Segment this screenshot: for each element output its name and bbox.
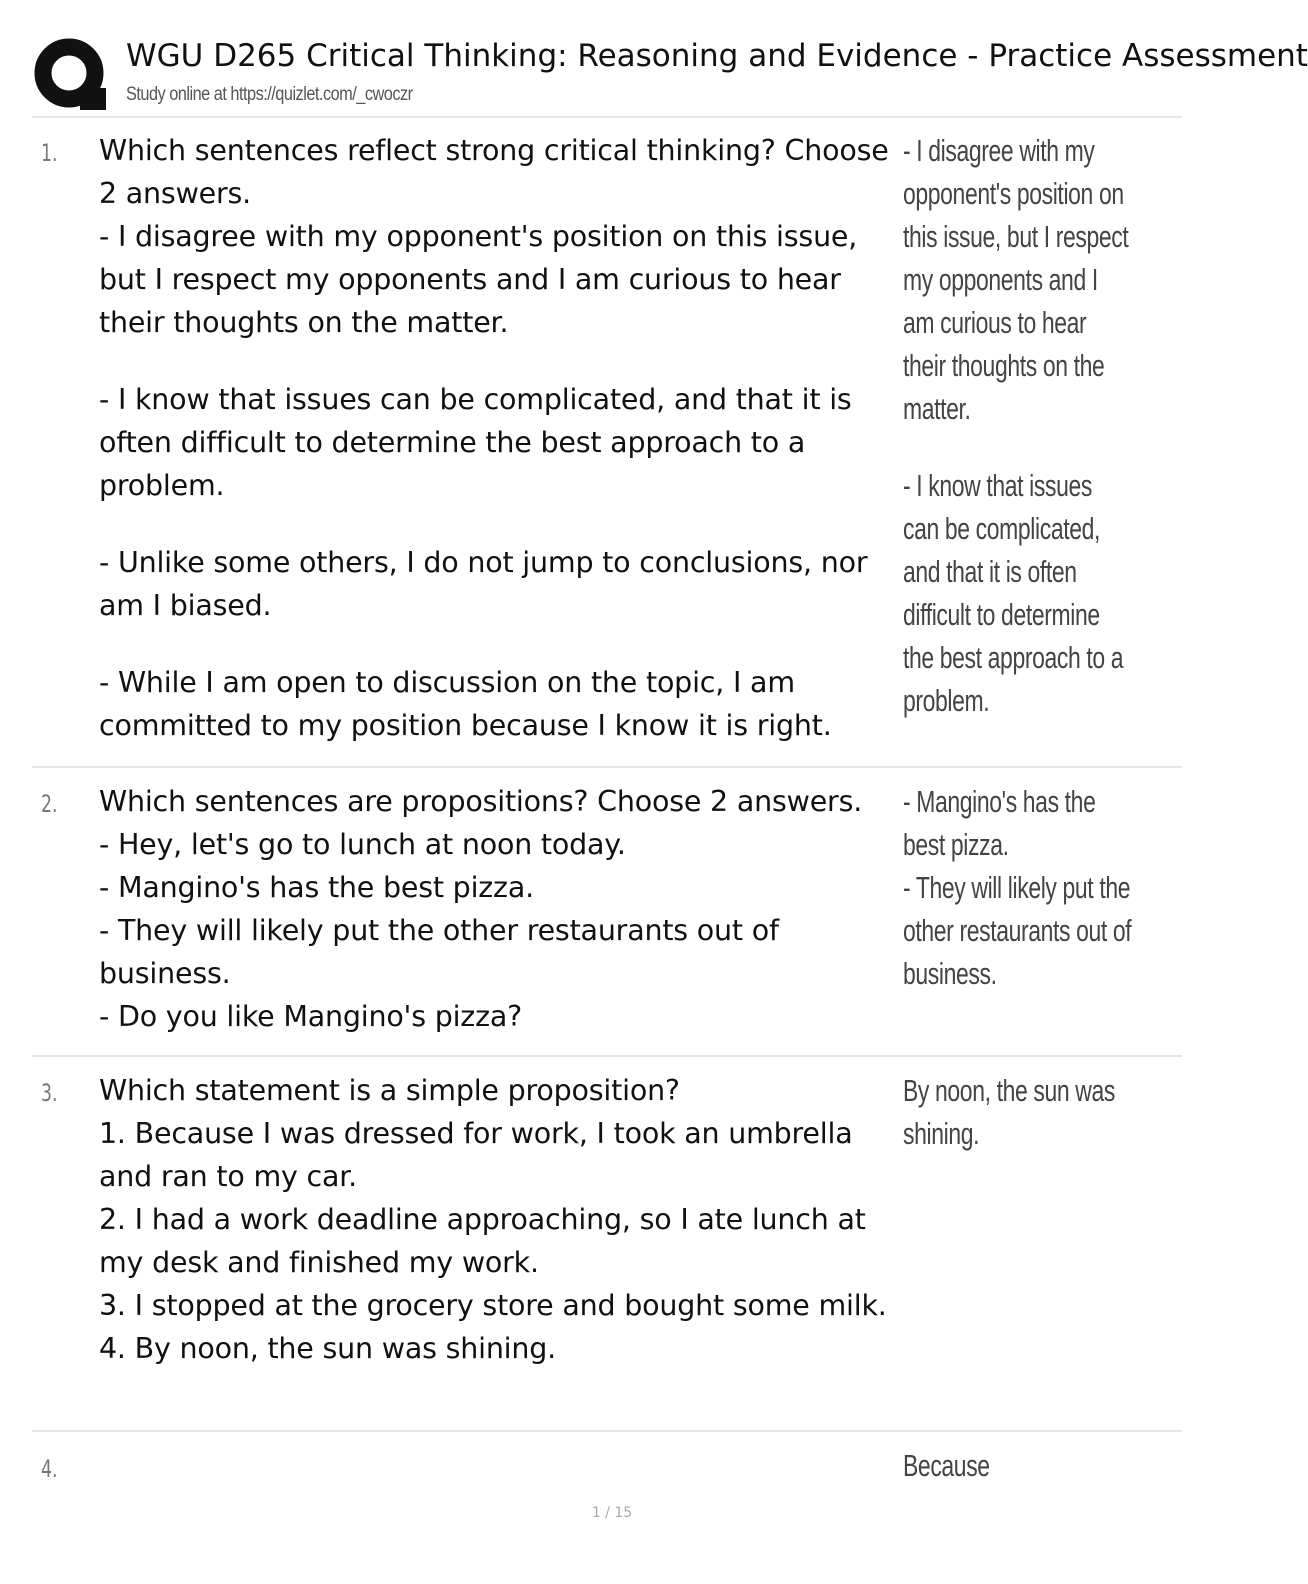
page-number: 1 / 15: [591, 1505, 633, 1521]
card-answer: [903, 129, 1132, 722]
question-line: Which statement is a simple proposition?: [99, 1074, 680, 1107]
card-answer: [903, 780, 1132, 995]
question-line: - I disagree with my opponent's position on this issue, but I respect my opponents and I am curious to hear their thoughts on the matter.: [99, 220, 858, 339]
card-question: [99, 780, 899, 1038]
question-line: 3. I stopped at the grocery store and bought some milk.: [99, 1289, 887, 1322]
question-line: - Unlike some others, I do not jump to conclusions, nor am I biased.: [99, 546, 868, 622]
quizlet-logo-icon: [34, 38, 108, 112]
divider: [32, 766, 1182, 768]
answer-line: - Mangino's has the best pizza.: [903, 784, 1096, 862]
card-number: 1.: [41, 139, 58, 167]
study-link[interactable]: Study online at https://quizlet.com/_cwoczr: [126, 84, 413, 105]
answer-line: - I disagree with my opponent's position on this issue, but I respect my opponents and I am curious to hear their thoughts on the matter.: [903, 133, 1129, 426]
question-line: - I know that issues can be complicated, and that it is often difficult to determine the best approach to a problem.: [99, 383, 852, 502]
divider: [32, 1430, 1182, 1432]
question-line: - Mangino's has the best pizza.: [99, 871, 534, 904]
card-number: 3.: [41, 1079, 58, 1107]
question-line: - While I am open to discussion on the topic, I am committed to my position because I know it is right.: [99, 666, 832, 742]
answer-line: Because: [903, 1448, 990, 1483]
page-title: WGU D265 Critical Thinking: Reasoning and Evidence - Practice Assessment: [126, 38, 1308, 74]
card-question: [99, 1069, 899, 1370]
card-number: 2.: [41, 790, 58, 818]
card-answer: [903, 1444, 1132, 1487]
question-line: Which sentences are propositions? Choose 2 answers.: [99, 785, 863, 818]
card-question: [99, 129, 899, 747]
question-line: 1. Because I was dressed for work, I took an umbrella and ran to my car.: [99, 1117, 853, 1193]
question-line: 2. I had a work deadline approaching, so I ate lunch at my desk and finished my work.: [99, 1203, 866, 1279]
page-header: [34, 30, 1308, 118]
card-number: 4.: [41, 1455, 58, 1483]
answer-line: - I know that issues can be complicated, and that it is often difficult to determine the best approach to a problem.: [903, 468, 1124, 718]
card-answer: [903, 1069, 1132, 1155]
divider: [32, 1055, 1182, 1057]
answer-line: - They will likely put the other restaurants out of business.: [903, 870, 1132, 991]
question-line: - Do you like Mangino's pizza?: [99, 1000, 523, 1033]
divider: [32, 116, 1182, 118]
question-line: - Hey, let's go to lunch at noon today.: [99, 828, 626, 861]
answer-line: By noon, the sun was shining.: [903, 1073, 1115, 1151]
question-line: Which sentences reflect strong critical thinking? Choose 2 answers.: [99, 134, 889, 210]
question-line: - They will likely put the other restaurants out of business.: [99, 914, 779, 990]
question-line: 4. By noon, the sun was shining.: [99, 1332, 557, 1365]
